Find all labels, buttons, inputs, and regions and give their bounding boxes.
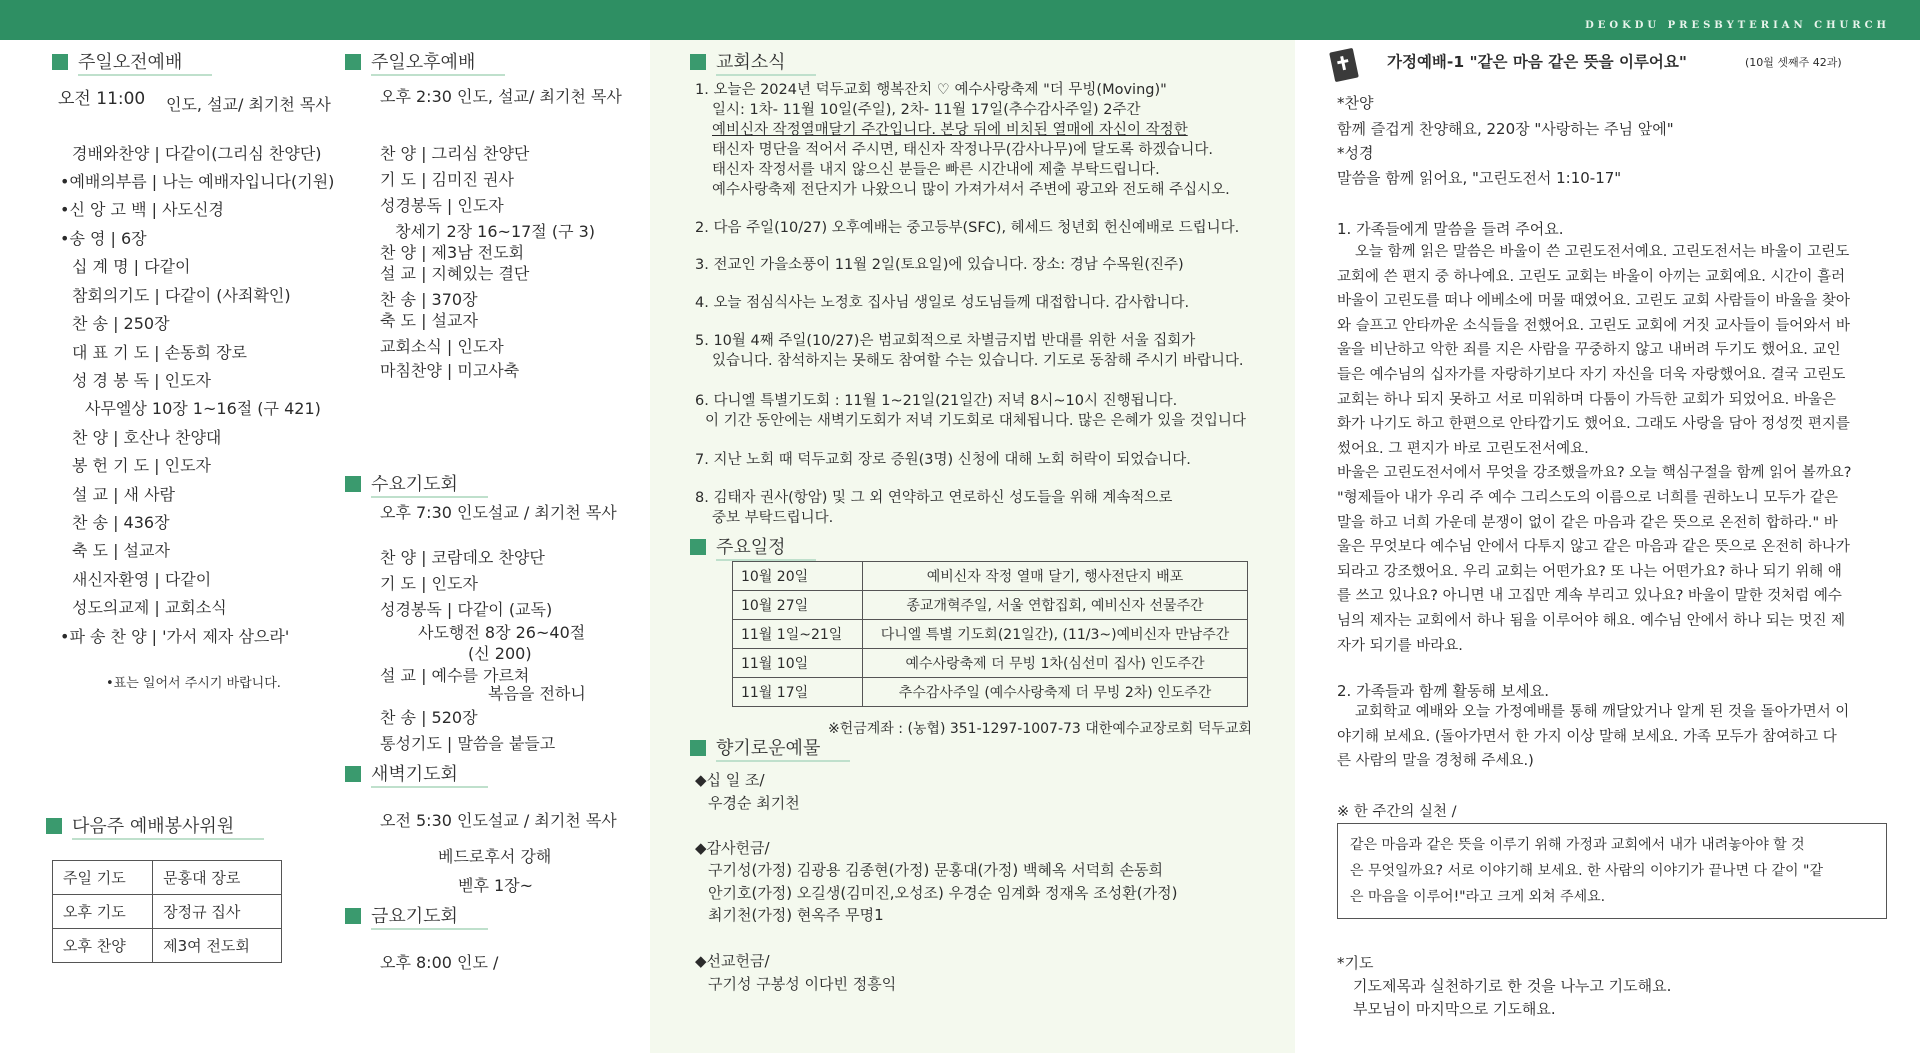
order-item: •파 송 찬 양 | '가서 제자 삼으라': [60, 627, 290, 646]
thanks-names: 구기성(가정) 김광용 김종현(가정) 문홍대(가정) 백혜옥 서덕희 손동희: [708, 861, 1163, 879]
prayer-heading: *기도: [1337, 954, 1374, 972]
section-heading-news: [690, 48, 816, 76]
dawn-series: 베드로후서 강해: [438, 847, 552, 866]
paragraph-line: 오늘 함께 읽은 말씀은 바울이 쓴 고린도전서예요. 고린도전서는 바울이 고린도: [1355, 244, 1850, 260]
order-item: 새신자환영 | 다같이: [72, 570, 212, 589]
sermon-title-cont: 복음을 전하니: [488, 684, 586, 703]
column-other-services: [340, 40, 650, 1053]
scripture-heading: *성경: [1337, 144, 1374, 162]
schedule-table: [732, 561, 1248, 707]
schedule-date: 11월 10일: [733, 649, 863, 678]
prayer-line: 기도제목과 실천하기로 한 것을 나누고 기도해요.: [1353, 977, 1672, 995]
schedule-date: 11월 1일~21일: [733, 620, 863, 649]
schedule-date: 10월 27일: [733, 591, 863, 620]
hymn-reference: (신 200): [468, 644, 532, 663]
paragraph-line: 말을 하고 너희 가운데 분쟁이 없이 같은 마음과 같은 뜻으로 온전히 합하라." 바: [1337, 514, 1838, 531]
person-cell: 장정규 집사: [153, 895, 282, 929]
mission-heading: ◆선교헌금/: [695, 952, 770, 970]
news-item: 태신자 명단을 적어서 주시면, 태신자 작정나무(감사나무)에 달도록 하겠습니다.: [712, 142, 1214, 158]
scripture-text: 말씀을 함께 읽어요, "고린도전서 1:10-17": [1337, 169, 1622, 187]
step-one-heading: 1. 가족들에게 말씀을 들려 주어요.: [1337, 220, 1564, 238]
news-item: 5. 10월 4째 주일(10/27)은 범교회적으로 차별금지법 반대를 위한 서울 집회가: [695, 333, 1196, 349]
paragraph-line: 교회는 하나 되지 못하고 서로 미워하며 다툼이 가득한 교회가 되었어요. 바울은: [1337, 391, 1836, 408]
news-item: 예수사랑축제 전단지가 나왔으니 많이 가져가셔서 주변에 광고와 전도해 주십시오.: [712, 182, 1230, 198]
top-banner: [0, 0, 1920, 40]
table-row: [53, 929, 282, 963]
table-row: [733, 649, 1248, 678]
person-cell: 제3여 전도회: [153, 929, 282, 963]
standing-note: •표는 일어서 주시기 바랍니다.: [106, 676, 281, 691]
section-square-icon: [690, 539, 706, 555]
paragraph-line: 은 무엇일까요? 서로 이야기해 보세요. 한 사람의 이야기가 끝나면 다 같이 "같: [1350, 863, 1823, 879]
order-item: 경배와찬양 | 다같이(그리심 찬양단): [72, 144, 322, 163]
order-item: 찬 송 | 436장: [72, 513, 170, 532]
paragraph-line: 님의 제자는 교회에서 하나 됨을 이루어야 해요. 예수님 안에서 하나 되는 멋진 제: [1337, 612, 1846, 629]
column-church-news: [650, 40, 1295, 1053]
section-square-icon: [46, 818, 62, 834]
scripture-reference: 창세기 2장 16~17절 (구 3): [395, 222, 596, 241]
section-square-icon: [52, 54, 68, 70]
order-item: 찬 송 | 520장: [380, 708, 478, 727]
tithe-names: 우경순 최기천: [708, 794, 800, 812]
paragraph-line: 화가 나기도 하고 한편으로 안타깝기도 했어요. 그래도 사랑을 담아 정성껏 편지를: [1337, 416, 1850, 433]
paragraph-line: 를 쓰고 있나요? 아니면 내 고집만 계속 부리고 있나요? 바울이 말한 것처럼 예수: [1337, 588, 1842, 605]
table-row: [733, 678, 1248, 707]
praise-text: 함께 즐겁게 찬양해요, 220장 "사랑하는 주님 앞에": [1337, 120, 1674, 138]
role-cell: 오후 찬양: [53, 929, 153, 963]
schedule-event: 예수사랑축제 더 무빙 1차(심선미 집사) 인도주간: [863, 649, 1248, 678]
section-title: 금요기도회: [371, 902, 488, 930]
section-title: 수요기도회: [371, 470, 488, 498]
order-item: 축 도 | 설교자: [380, 311, 478, 330]
next-servers-table: [52, 860, 282, 963]
table-row: [53, 895, 282, 929]
thanks-heading: ◆감사헌금/: [695, 839, 770, 857]
scripture-reference: 사무엘상 10장 1~16절 (구 421): [85, 399, 321, 418]
order-item: 설 교 | 예수를 가르쳐: [380, 666, 530, 685]
news-item: 2. 다음 주일(10/27) 오후예배는 중고등부(SFC), 헤세드 청년회 헌신예배로 드립니다.: [695, 220, 1240, 236]
table-row: [733, 562, 1248, 591]
section-heading-offering: [690, 734, 850, 762]
section-heading-dawn: [345, 760, 488, 788]
paragraph-line: 들은 예수님의 십자가를 자랑하기보다 자기 자신을 더욱 자랑했어요. 결국 고린도: [1337, 366, 1846, 383]
paragraph-line: 교회에 쓴 편지 중 하나예요. 고린도 교회는 바울이 아끼는 교회예요. 시간이 흘러: [1337, 268, 1846, 285]
paragraph-line: 야기해 보세요. (돌아가면서 한 가지 이상 말해 보세요. 가족 모두가 참여하고 다: [1337, 728, 1837, 745]
paragraph-line: 썼어요. 그 편지가 바로 고린도전서예요.: [1337, 440, 1589, 457]
service-time: 오후 8:00 인도 /: [380, 953, 499, 972]
section-square-icon: [345, 908, 361, 924]
order-item: 성도의교제 | 교회소식: [72, 598, 227, 617]
step-two-body: [1337, 700, 1897, 774]
section-heading-wednesday: [345, 470, 488, 498]
paragraph-line: 되라고 강조했어요. 우리 교회는 어떤가요? 또 나는 어떤가요? 하나 되기 위해 애: [1337, 563, 1842, 580]
paragraph-line: 울을 비난하고 악한 죄를 지은 사람을 꾸중하지 않고 내버려 두기도 했어요. 교인: [1337, 342, 1841, 359]
order-item: 설 교 | 지혜있는 결단: [380, 264, 530, 283]
tithe-heading: ◆십 일 조/: [695, 771, 765, 789]
order-item: •신 앙 고 백 | 사도신경: [60, 200, 224, 219]
paragraph-line: 교회학교 예배와 오늘 가정예배를 통해 깨달았거나 알게 된 것을 돌아가면서 이: [1355, 704, 1850, 720]
table-row: [53, 861, 282, 895]
paragraph-line: 자가 되기를 바라요.: [1337, 637, 1463, 654]
order-item: 찬 양 | 호산나 찬양대: [72, 428, 222, 447]
praise-heading: *찬양: [1337, 94, 1374, 112]
paragraph-line: 와 슬프고 안타까운 소식들을 전했어요. 고린도 교회에 거짓 교사들이 들어와서 바: [1337, 317, 1850, 334]
order-item: 성 경 봉 독 | 인도자: [72, 371, 212, 390]
order-item: 대 표 기 도 | 손동희 장로: [72, 343, 248, 362]
dawn-chapter: 벧후 1장~: [458, 876, 534, 895]
schedule-event: 다니엘 특별 기도회(21일간), (11/3~)예비신자 만남주간: [863, 620, 1248, 649]
order-item: •예배의부름 | 나는 예배자입니다(기원): [60, 172, 335, 191]
section-title: 다음주 예배봉사위원: [72, 812, 264, 840]
section-square-icon: [345, 54, 361, 70]
section-square-icon: [690, 54, 706, 70]
table-row: [733, 620, 1248, 649]
news-item: 예비신자 작정열매달기 주간입니다. 본당 뒤에 비치된 열매에 자신이 작정한: [712, 122, 1188, 138]
column-family-worship: [1295, 40, 1920, 1053]
order-item: 통성기도 | 말씀을 붙들고: [380, 734, 556, 753]
table-row: [733, 591, 1248, 620]
order-item: 찬 양 | 제3남 전도회: [380, 243, 525, 262]
news-item: 있습니다. 참석하지는 못해도 참여할 수는 있습니다. 기도로 동참해 주시기 바랍니다.: [712, 353, 1244, 369]
paragraph-line: 른 사람의 말을 경청해 주세요.): [1337, 753, 1534, 770]
thanks-names: 안기호(가정) 오길생(김미진,오성조) 우경순 임계화 정재옥 조성환(가정): [708, 884, 1178, 902]
order-item: 성경봉독 | 인도자: [380, 196, 504, 215]
mission-names: 구기성 구봉성 이다빈 정흥익: [708, 975, 897, 993]
offering-account: ※헌금계좌 : (농협) 351-1297-1007-73 대한예수교장로회 덕두교회: [828, 721, 1253, 737]
person-cell: 문홍대 장로: [153, 861, 282, 895]
column-sunday-morning: [0, 40, 340, 1053]
paragraph-line: "형제들아 내가 우리 주 예수 그리스도의 이름으로 너희를 권하노니 모두가 같은: [1337, 489, 1838, 506]
schedule-event: 예비신자 작정 열매 달기, 행사전단지 배포: [863, 562, 1248, 591]
schedule-event: 추수감사주일 (예수사랑축제 더 무빙 2차) 인도주간: [863, 678, 1248, 707]
news-item: 이 기간 동안에는 새벽기도회가 저녁 기도회로 대체됩니다. 많은 은혜가 있을 것입니다: [705, 413, 1246, 429]
news-item: 7. 지난 노회 때 덕두교회 장로 증원(3명) 신청에 대해 노회 허락이 되었습니다.: [695, 452, 1191, 468]
service-leader: 인도, 설교/ 최기천 목사: [166, 95, 331, 114]
news-item: 중보 부탁드립니다.: [712, 510, 834, 526]
news-item: 1. 오늘은 2024년 덕두교회 행복잔치 ♡ 예수사랑축제 "더 무빙(Moving)": [695, 82, 1167, 98]
paragraph-line: 바울은 고린도전서에서 무엇을 강조했을까요? 오늘 핵심구절을 함께 읽어 볼까요?: [1337, 465, 1852, 482]
order-item: 기 도 | 김미진 권사: [380, 170, 514, 189]
schedule-event: 종교개혁주일, 서울 연합집회, 예비신자 선물주간: [863, 591, 1248, 620]
news-item: 8. 김태자 권사(항암) 및 그 외 연약하고 연로하신 성도들을 위해 계속적으로: [695, 490, 1173, 506]
order-item: 마침찬양 | 미고사축: [380, 361, 520, 380]
service-time: 오후 2:30 인도, 설교/ 최기천 목사: [380, 87, 622, 106]
practice-box: [1337, 823, 1887, 919]
order-item: 봉 헌 기 도 | 인도자: [72, 456, 212, 475]
news-item: 6. 다니엘 특별기도회 : 11월 1~21일(21일간) 저녁 8시~10시 진행됩니다.: [695, 393, 1178, 409]
service-time: 오전 11:00: [58, 89, 146, 109]
order-item: 축 도 | 설교자: [72, 541, 170, 560]
section-title: 주일오전예배: [78, 48, 212, 76]
service-time: 오전 5:30 인도설교 / 최기천 목사: [380, 811, 617, 830]
step-two-heading: 2. 가족들과 함께 활동해 보세요.: [1337, 682, 1550, 700]
section-heading-afternoon: [345, 48, 505, 76]
section-heading-schedule: [690, 533, 816, 561]
section-title: 주일오후예배: [371, 48, 505, 76]
section-title: 향기로운예물: [716, 734, 850, 762]
family-worship-subtitle: (10월 셋째주 42과): [1745, 56, 1842, 69]
section-square-icon: [345, 476, 361, 492]
order-item: 찬 송 | 250장: [72, 314, 170, 333]
step-one-body: [1337, 240, 1897, 658]
order-item: 참회의기도 | 다같이 (사죄확인): [72, 286, 291, 305]
schedule-date: 10월 20일: [733, 562, 863, 591]
order-item: 기 도 | 인도자: [380, 574, 478, 593]
practice-heading: ※ 한 주간의 실천 /: [1337, 804, 1457, 820]
role-cell: 오후 기도: [53, 895, 153, 929]
paragraph-line: 울은 무엇보다 예수님 안에서 다투지 않고 같은 마음과 같은 뜻으로 온전히 하나가: [1337, 539, 1850, 556]
paragraph-line: 바울이 고린도를 떠나 에베소에 머물 때였어요. 고린도 교회 사람들이 바울을 찾아: [1337, 293, 1850, 310]
order-item: •송 영 | 6장: [60, 229, 147, 248]
section-square-icon: [345, 766, 361, 782]
section-title: 교회소식: [716, 48, 816, 76]
paragraph-line: 같은 마음과 같은 뜻을 이루기 위해 가정과 교회에서 내가 내려놓아야 할 것: [1350, 837, 1805, 853]
news-item: 일시: 1차- 11월 10일(주일), 2차- 11월 17일(추수감사주일) 2주간: [712, 102, 1141, 118]
news-item: 태신자 작정서를 내지 않으신 분들은 빠른 시간내에 제출 부탁드립니다.: [712, 162, 1160, 178]
order-item: 설 교 | 새 사람: [72, 485, 176, 504]
section-heading-morning: [52, 48, 212, 76]
news-item: 3. 전교인 가을소풍이 11월 2일(토요일)에 있습니다. 장소: 경남 수목원(진주): [695, 257, 1184, 273]
role-cell: 주일 기도: [53, 861, 153, 895]
section-heading-friday: [345, 902, 488, 930]
church-brand: DEOKDU PRESBYTERIAN CHURCH: [1585, 20, 1890, 31]
order-item: 십 계 명 | 다같이: [72, 257, 191, 276]
schedule-date: 11월 17일: [733, 678, 863, 707]
order-item: 찬 양 | 코람데오 찬양단: [380, 548, 545, 567]
news-item: 4. 오늘 점심식사는 노정호 집사님 생일로 성도님들께 대접합니다. 감사합니다.: [695, 295, 1190, 311]
service-time: 오후 7:30 인도설교 / 최기천 목사: [380, 503, 617, 522]
family-worship-title: 가정예배-1 "같은 마음 같은 뜻을 이루어요": [1387, 53, 1687, 71]
order-item: 찬 송 | 370장: [380, 290, 478, 309]
section-title: 주요일정: [716, 533, 816, 561]
bible-icon: [1329, 44, 1361, 82]
order-item: 찬 양 | 그리심 찬양단: [380, 144, 530, 163]
order-item: 교회소식 | 인도자: [380, 337, 504, 356]
section-square-icon: [690, 740, 706, 756]
section-title: 새벽기도회: [371, 760, 488, 788]
scripture-reference: 사도행전 8장 26~40절: [418, 623, 586, 642]
section-heading-next-servers: [46, 812, 264, 840]
prayer-line: 부모님이 마지막으로 기도해요.: [1353, 1000, 1556, 1018]
thanks-names: 최기천(가정) 현옥주 무명1: [708, 906, 884, 924]
order-item: 성경봉독 | 다같이 (교독): [380, 600, 553, 619]
paragraph-line: 은 마음을 이루어!"라고 크게 외쳐 주세요.: [1350, 889, 1606, 905]
